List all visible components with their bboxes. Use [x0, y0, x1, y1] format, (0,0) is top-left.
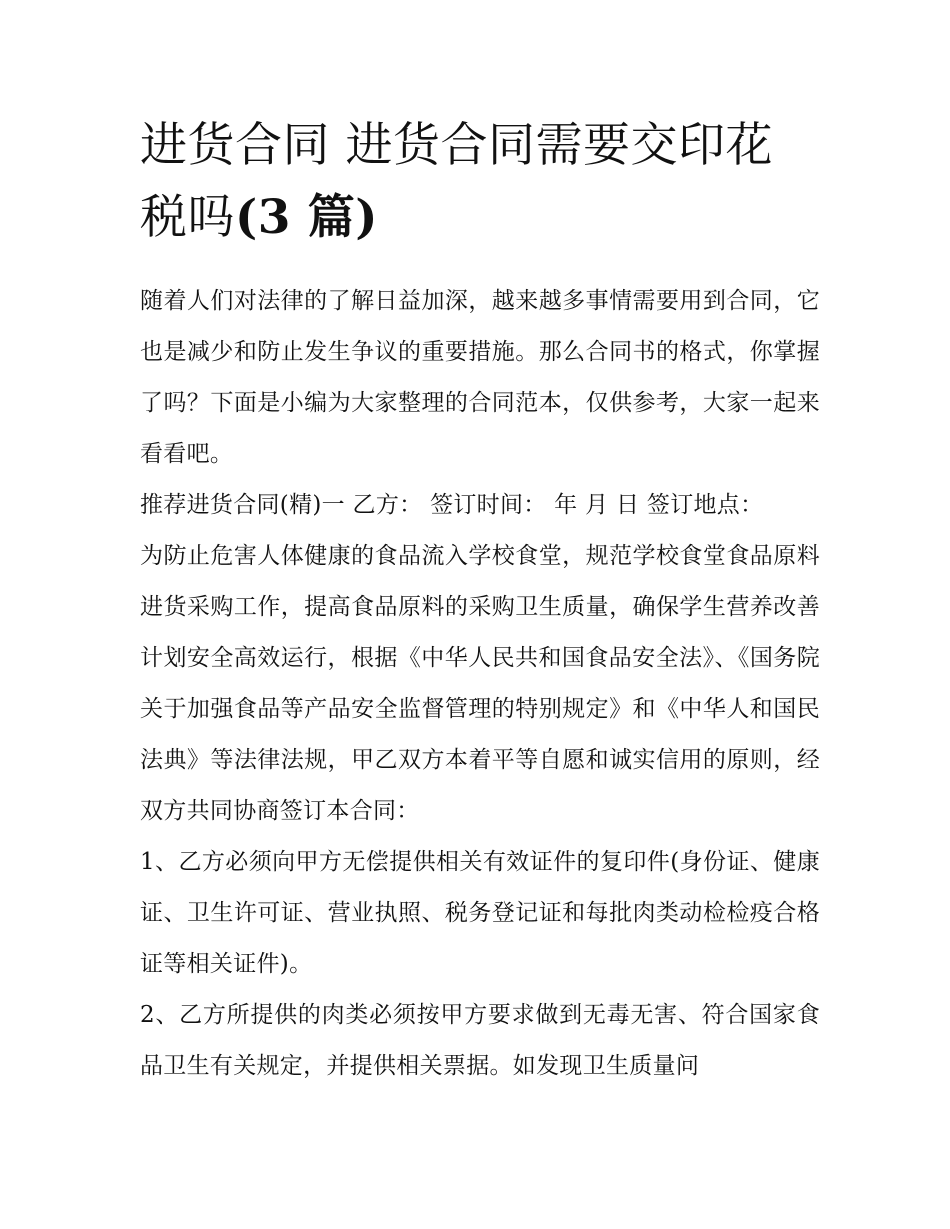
title-main: 进货合同 进货合同需要交印花税吗: [140, 118, 773, 245]
paragraph-clause-2: 2、乙方所提供的肉类必须按甲方要求做到无毒无害、符合国家食品卫生有关规定，并提供相关票据。如发现卫生质量问: [140, 1002, 820, 1079]
paragraph-intro: 随着人们对法律的了解日益加深，越来越多事情需要用到合同，它也是减少和防止发生争议的重要措施。那么合同书的格式，你掌握了吗？下面是小编为大家整理的合同范本，仅供参考，大家一起来看看吧。: [140, 288, 820, 467]
document-body: [140, 110, 820, 1092]
title-count: (3 篇): [235, 190, 379, 245]
paragraph-contract-header: 推荐进货合同(精)一 乙方： 签订时间： 年 月 日 签订地点：: [140, 492, 764, 518]
paragraph-clause-1: 1、乙方必须向甲方无偿提供相关有效证件的复印件(身份证、健康证、卫生许可证、营业执照、税务登记证和每批肉类动检检疫合格证等相关证件)。: [140, 849, 820, 977]
paragraph-purpose: 为防止危害人体健康的食品流入学校食堂，规范学校食堂食品原料进货采购工作，提高食品原料的采购卫生质量，确保学生营养改善计划安全高效运行，根据《中华人民共和国食品安全法》、《国务院关于加强食品等产品安全监督管理的特别规定》和《中华人和国民法典》等法律法规，甲乙双方本着平等自愿和诚实信用的原则，经双方共同协商签订本合同：: [140, 543, 820, 824]
document-title: [140, 110, 820, 254]
